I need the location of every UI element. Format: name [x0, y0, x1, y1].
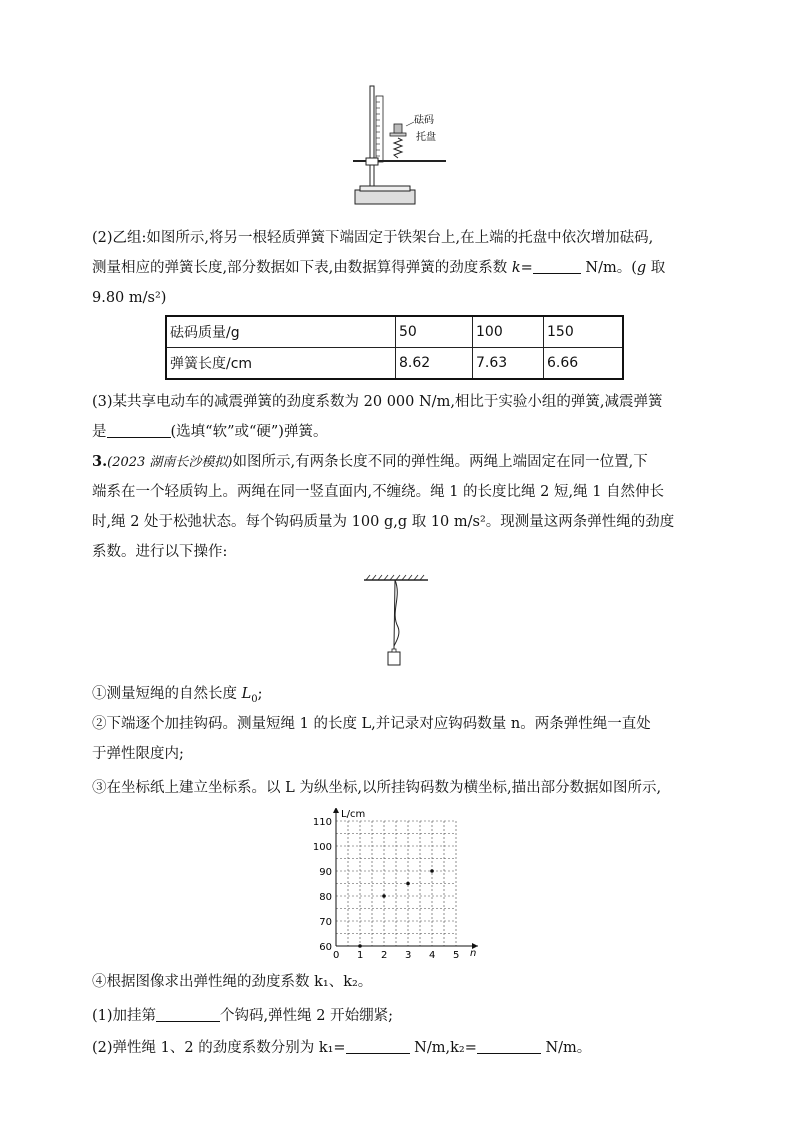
y-tick-label: 90	[319, 867, 332, 878]
data-point	[430, 869, 434, 873]
answer-blank-hook-count[interactable]	[156, 1007, 220, 1022]
x-tick-label: 2	[381, 950, 388, 961]
table-cell: 6.66	[544, 348, 624, 380]
elastic-cord-figure	[360, 572, 432, 672]
answer-blank-k[interactable]	[533, 259, 581, 274]
question-1: (1)加挂第 个钩码,弹性绳 2 开始绷紧;	[92, 1008, 393, 1024]
q2-line2: 测量相应的弹簧长度,部分数据如下表,由数据算得弹簧的劲度系数 k= N/m。(g 取	[92, 260, 666, 276]
p3-line2: 端系在一个轻质钩上。两绳在同一竖直面内,不缠绕。绳 1 的长度比绳 2 短,绳 1 自然伸长	[92, 484, 665, 500]
data-point	[406, 882, 410, 886]
y-tick-label: 70	[319, 917, 332, 928]
table-cell: 100	[473, 316, 544, 348]
y-axis-arrow	[333, 808, 339, 813]
table-row-header: 弹簧长度/cm	[166, 348, 396, 380]
q3-line1: (3)某共享电动车的减震弹簧的劲度系数为 20 000 N/m,相比于实验小组的弹簧,减震弹簧	[92, 394, 663, 410]
x-axis-label: n	[470, 948, 477, 959]
table-row	[166, 348, 623, 380]
data-point	[382, 894, 386, 898]
step-4: ④根据图像求出弹性绳的劲度系数 k₁、k₂。	[92, 974, 373, 990]
data-point	[358, 944, 362, 948]
length-vs-count-chart	[300, 808, 490, 966]
y-tick-label: 110	[312, 817, 332, 828]
x-tick-label: 3	[405, 950, 412, 961]
table-row-header: 砝码质量/g	[166, 316, 396, 348]
answer-blank-soft-hard[interactable]	[107, 423, 171, 438]
label-weight: 砝码	[414, 115, 434, 126]
label-tray: 托盘	[416, 132, 436, 143]
y-axis-label: L/cm	[341, 809, 366, 820]
y-tick-label: 60	[319, 942, 332, 953]
step-1: ①测量短绳的自然长度 $L_0$;	[92, 686, 263, 705]
q2-line1: (2)乙组:如图所示,将另一根轻质弹簧下端固定于铁架台上,在上端的托盘中依次增加砝码,	[92, 230, 654, 246]
table-row	[166, 316, 623, 348]
x-tick-label: 1	[357, 950, 364, 961]
x-tick-label: 0	[333, 950, 340, 961]
x-tick-label: 4	[429, 950, 436, 961]
question-2: (2)弹性绳 1、2 的劲度系数分别为 k₁= N/m,k₂= N/m。	[92, 1040, 592, 1056]
p3-line4: 系数。进行以下操作:	[92, 544, 228, 560]
answer-blank-k2[interactable]	[477, 1039, 541, 1054]
spring-stand-figure	[350, 82, 450, 212]
step-3: ③在坐标纸上建立坐标系。以 L 为纵坐标,以所挂钩码数为横坐标,描出部分数据如图所示,	[92, 780, 662, 796]
step-2-line2: 于弹性限度内;	[92, 746, 184, 762]
p3-line1: 3.(2023 湖南长沙模拟)如图所示,有两条长度不同的弹性绳。两绳上端固定在同一位置,下	[92, 453, 648, 470]
q2-line3: 9.80 m/s²)	[92, 290, 167, 306]
answer-blank-k1[interactable]	[346, 1039, 410, 1054]
y-tick-label: 100	[312, 842, 332, 853]
step-2-line1: ②下端逐个加挂钩码。测量短绳 1 的长度 L,并记录对应钩码数量 n。两条弹性绳一直处	[92, 716, 651, 732]
y-tick-label: 80	[319, 892, 332, 903]
q3-line2: 是 (选填“软”或“硬”)弹簧。	[92, 424, 328, 440]
table-cell: 8.62	[396, 348, 473, 380]
table-cell: 50	[396, 316, 473, 348]
p3-line3: 时,绳 2 处于松弛状态。每个钩码质量为 100 g,g 取 10 m/s²。现测量这两条弹性绳的劲度	[92, 514, 675, 530]
x-tick-label: 5	[453, 950, 460, 961]
data-table	[165, 315, 624, 380]
table-cell: 150	[544, 316, 624, 348]
table-cell: 7.63	[473, 348, 544, 380]
